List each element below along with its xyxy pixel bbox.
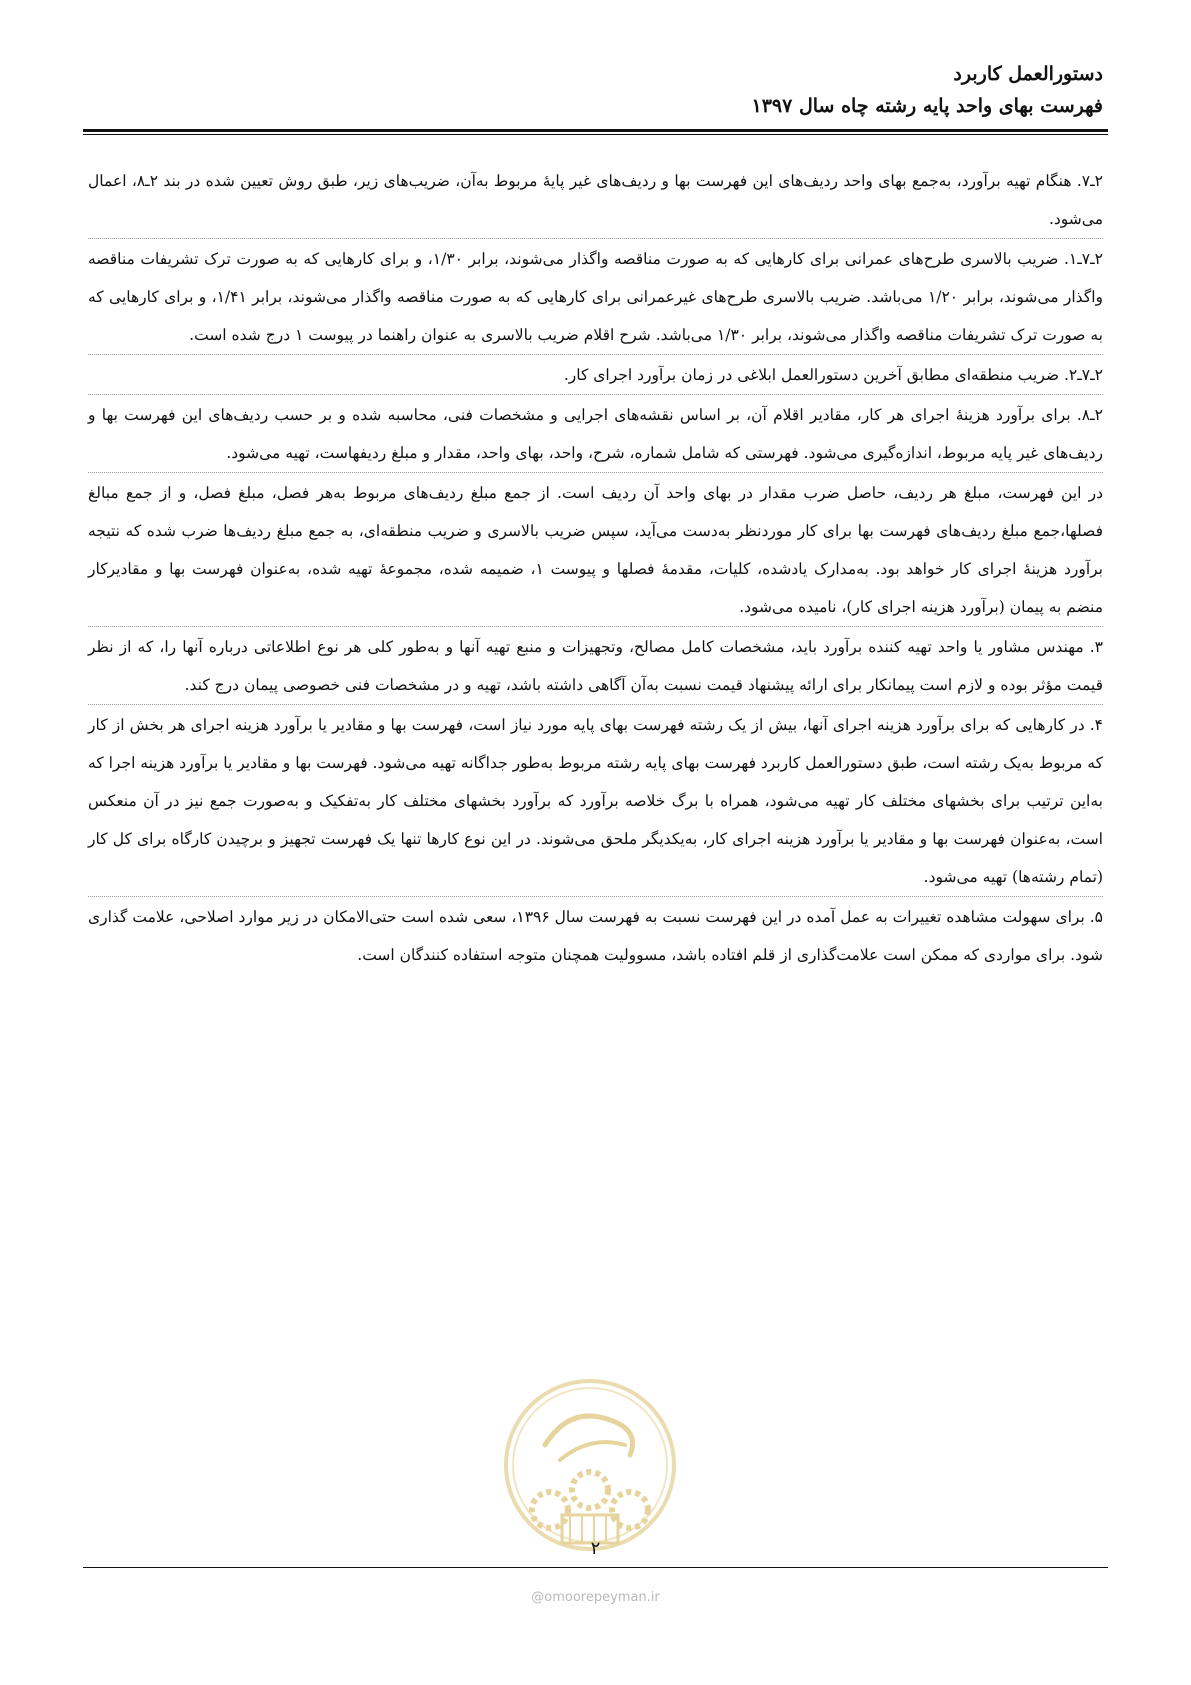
page-number: ۲	[590, 1538, 601, 1559]
page-header	[88, 58, 1103, 122]
paragraph-2-8-cont: در این فهرست، مبلغ هر ردیف، حاصل ضرب مقدار در بهای واحد آن ردیف است. از جمع مبلغ ردیف‌های مربوط به‌هر فصل، مبلغ فصل، و از جمع مبالغ فصلها،جمع مبلغ ردیف‌های فهرست بها برای کار موردنظر به‌دست می‌آید، سپس ضریب بالاسری و ضریب منطقه‌ای، به جمع مبلغ ردیف‌ها ضرب شده که نتیجه برآورد هزینهٔ اجرای کار خواهد بود. به‌مدارک یادشده، کلیات، مقدمهٔ فصلها و پیوست ۱، ضمیمه شده، مجموعهٔ تهیه شده، به‌عنوان فهرست بها و مقادیرکار منضم به پیمان (برآورد هزینه اجرای کار)، نامیده می‌شود.	[88, 472, 1103, 626]
paragraph-2-7-2: ۲ـ۷ـ۲. ضریب منطقه‌ای مطابق آخرین دستورالعمل ابلاغی در زمان برآورد اجرای کار.	[88, 354, 1103, 394]
document-subtitle: فهرست بهای واحد پایه رشته چاه سال ۱۳۹۷	[751, 95, 1103, 117]
paragraph-2-8: ۲ـ۸. برای برآورد هزینهٔ اجرای هر کار، مقادیر اقلام آن، بر اساس نقشه‌های اجرایی و مشخصات فنی، محاسبه شده و بر حسب ردیف‌های این فهرست بها و ردیف‌های غیر پایه مربوط، اندازه‌گیری می‌شود. فهرستی که شامل شماره، شرح، واحد، بهای واحد، مقدار و مبلغ ردیفهاست، تهیه می‌شود.	[88, 394, 1103, 472]
paragraph-2-7-1: ۲ـ۷ـ۱. ضریب بالاسری طرح‌های عمرانی برای کارهایی که به صورت مناقصه واگذار می‌شوند، برابر ۱/۳۰، و برای کارهایی که به صورت ترک تشریفات مناقصه واگذار می‌شوند، برابر ۱/۲۰ می‌باشد. ضریب بالاسری طرح‌های غیرعمرانی برای کارهایی که به صورت مناقصه واگذار می‌شوند، برابر ۱/۴۱، و برای کارهایی که به صورت ترک تشریفات مناقصه واگذار می‌شوند، برابر ۱/۳۰ می‌باشد. شرح اقلام ضریب بالاسری به عنوان راهنما در پیوست ۱ درج شده است.	[88, 238, 1103, 354]
paragraph-4: ۴. در کارهایی که برای برآورد هزینه اجرای آنها، بیش از یک رشته فهرست بهای پایه مورد نیاز است، فهرست بها و مقادیر یا برآورد هزینه اجرای هر بخش از کار که مربوط به‌یک رشته است، طبق دستورالعمل کاربرد فهرست بهای پایه رشته مربوط به‌طور جداگانه تهیه می‌شود. فهرست بها و مقادیر یا برآورد هزینه اجرا که به‌این ترتیب برای بخشهای مختلف کار تهیه می‌شود، همراه با برگ خلاصه برآورد که برآورد بخشهای مختلف کار به‌تفکیک و به‌صورت جمع نیز در آن منعکس است، به‌عنوان فهرست بها و مقادیر یا برآورد هزینه اجرای کار، به‌یکدیگر ملحق می‌شوند. در این نوع کارها تنها یک فهرست تجهیز و برچیدن کارگاه برای کل کار (تمام رشته‌ها) تهیه می‌شود.	[88, 704, 1103, 896]
document-title: دستورالعمل کاربرد	[953, 63, 1103, 85]
footer-url: @omoorepeyman.ir	[531, 1590, 660, 1605]
paragraph-2-7: ۲ـ۷. هنگام تهیه برآورد، به‌جمع بهای واحد ردیف‌های این فهرست بها و ردیف‌های غیر پایهٔ مربوط به‌آن، ضریب‌های زیر، طبق روش تعیین شده در بند ۲ـ۸، اعمال می‌شود.	[88, 172, 1103, 228]
header-rule-thick	[83, 129, 1108, 132]
header-rule-thin	[83, 134, 1108, 135]
watermark-logo-icon	[500, 1375, 680, 1555]
paragraph-3: ۳. مهندس مشاور یا واحد تهیه کننده برآورد باید، مشخصات کامل مصالح، وتجهیزات و منبع تهیه آنها و به‌طور کلی هر نوع اطلاعاتی درباره آنها را، که از نظر قیمت مؤثر بوده و لازم است پیمانکار برای ارائه پیشنهاد قیمت نسبت به‌آن آگاهی داشته باشد، تهیه و در مشخصات فنی خصوصی پیمان درج کند.	[88, 626, 1103, 704]
body-text	[88, 162, 1103, 974]
paragraph-5: ۵. برای سهولت مشاهده تغییرات به عمل آمده در این فهرست نسبت به فهرست سال ۱۳۹۶، سعی شده است حتی‌الامکان در زیر موارد اصلاحی، علامت گذاری شود. برای مواردی که ممکن است علامت‌گذاری از قلم افتاده باشد، مسوولیت همچنان متوجه استفاده کنندگان است.	[88, 896, 1103, 974]
footer-rule	[83, 1567, 1108, 1568]
